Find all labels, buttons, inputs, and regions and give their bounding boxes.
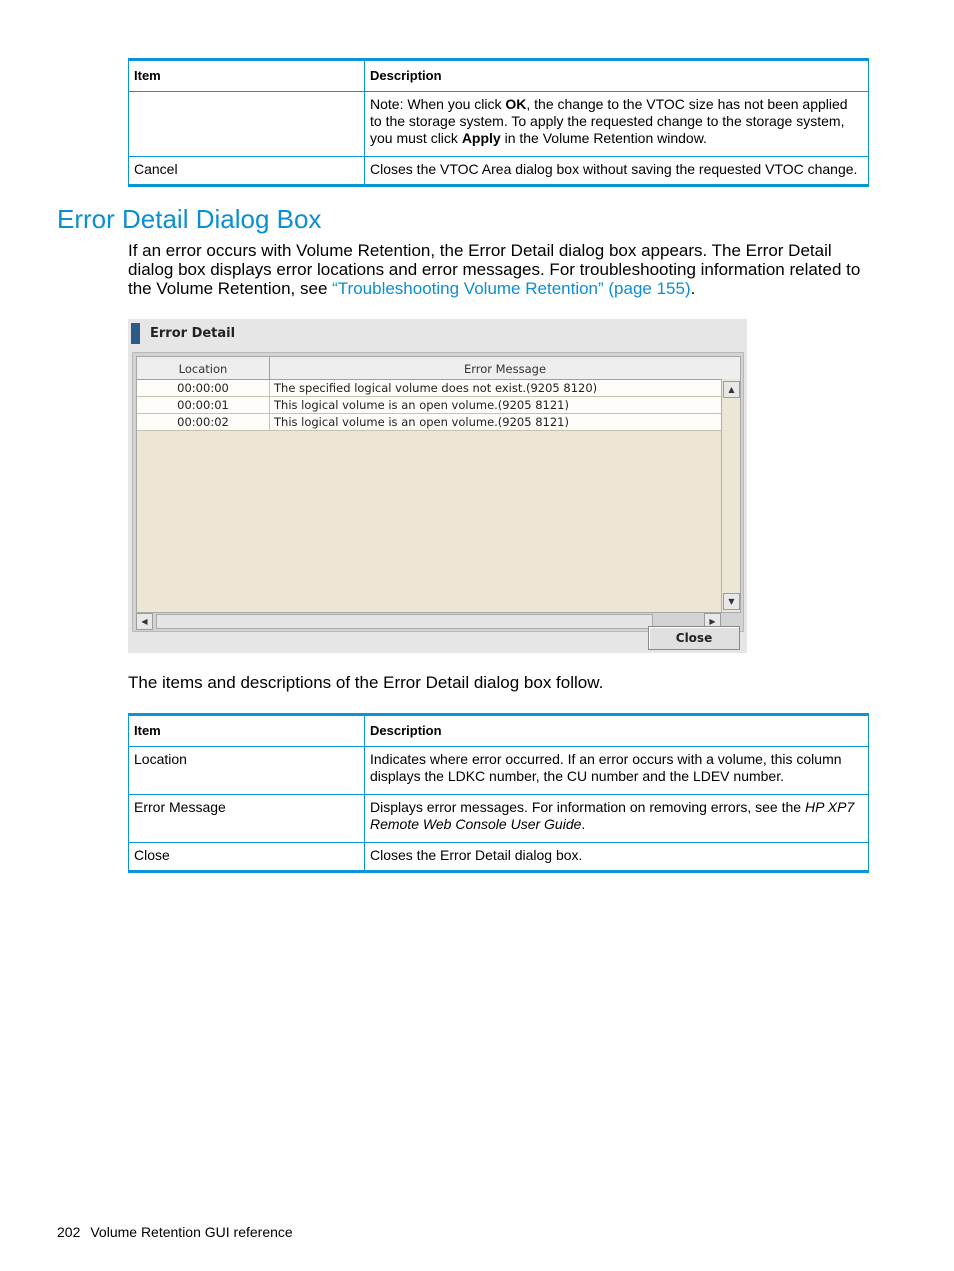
message-cell: The specified logical volume does not exist.(9205 8120): [274, 381, 598, 395]
scroll-up-icon[interactable]: ▲: [723, 381, 740, 398]
error-list-panel: [132, 352, 744, 632]
description-cell: Closes the VTOC Area dialog box without saving the requested VTOC change.: [365, 157, 869, 186]
item-cell: Cancel: [129, 157, 365, 186]
follow-paragraph: The items and descriptions of the Error Detail dialog box follow.: [128, 673, 604, 692]
item-cell: Location: [129, 747, 365, 795]
apply-emphasis: Apply: [461, 130, 501, 146]
header-description: Description: [365, 60, 869, 92]
table-row: [129, 795, 869, 843]
scroll-right-icon[interactable]: ▶: [704, 613, 721, 630]
description-end: .: [581, 816, 586, 832]
item-cell: [129, 92, 365, 157]
ok-emphasis: OK: [505, 96, 527, 112]
location-cell: 00:00:01: [137, 397, 270, 413]
close-button[interactable]: Close: [648, 626, 740, 650]
table-row: [129, 747, 869, 795]
table-row[interactable]: [137, 380, 722, 397]
scroll-left-icon[interactable]: ◀: [136, 613, 153, 630]
column-header-location[interactable]: Location: [137, 357, 270, 380]
description-cell: [365, 795, 869, 843]
item-cell: Error Message: [129, 795, 365, 843]
description-cell: [365, 92, 869, 157]
intro-end: .: [690, 279, 696, 298]
vertical-scrollbar[interactable]: [721, 379, 740, 612]
table-row: [129, 843, 869, 872]
table-header-row: [129, 60, 869, 92]
message-cell: This logical volume is an open volume.(9205 8121): [274, 415, 569, 429]
error-detail-items-table: [128, 713, 869, 873]
table-header-row: [129, 715, 869, 747]
item-cell: Close: [129, 843, 365, 872]
header-item: Item: [129, 715, 365, 747]
note-text: in the Volume Retention window.: [500, 130, 707, 146]
header-description: Description: [365, 715, 869, 747]
note-text: Note: When you click: [370, 96, 506, 112]
error-table: [136, 356, 741, 613]
description-cell: Closes the Error Detail dialog box.: [365, 843, 869, 872]
note-text: , the change to the VTOC size has not been applied to the storage system. To apply the requested change to the storage system, you must click: [370, 96, 848, 146]
header-item: Item: [129, 60, 365, 92]
table-row: [129, 157, 869, 186]
table-row: [129, 92, 869, 157]
troubleshooting-link[interactable]: “Troubleshooting Volume Retention” (page 155): [332, 279, 691, 298]
page-number: 202: [57, 1224, 81, 1240]
horizontal-scroll-thumb[interactable]: [156, 614, 653, 629]
column-header-error-message[interactable]: Error Message: [270, 357, 740, 380]
location-cell: 00:00:00: [137, 380, 270, 396]
guide-title: HP XP7 Remote Web Console User Guide: [370, 799, 855, 832]
message-cell: This logical volume is an open volume.(9205 8121): [274, 398, 569, 412]
footer-section-title: Volume Retention GUI reference: [90, 1224, 293, 1240]
horizontal-scrollbar[interactable]: [136, 613, 720, 629]
intro-paragraph: [128, 241, 863, 298]
error-detail-screenshot: [128, 319, 747, 653]
table-row[interactable]: [137, 397, 722, 414]
scroll-down-icon[interactable]: ▼: [723, 593, 740, 610]
section-heading: Error Detail Dialog Box: [57, 204, 322, 234]
title-accent-bar: [131, 323, 140, 344]
table-row[interactable]: [137, 414, 722, 431]
intro-text: If an error occurs with Volume Retention, the Error Detail dialog box appears. The Error Detail dialog box displays error locations and error messages. For troubleshooting information related to the Volume Retention, see: [128, 241, 861, 298]
vtoc-area-items-table: [128, 58, 869, 187]
dialog-title: Error Detail: [150, 326, 236, 341]
description-cell: Indicates where error occurred. If an error occurs with a volume, this column displays the LDKC number, the CU number and the LDEV number.: [365, 747, 869, 795]
description-text: Displays error messages. For information on removing errors, see the: [370, 799, 805, 815]
page-footer: [57, 1223, 293, 1241]
location-cell: 00:00:02: [137, 414, 270, 430]
